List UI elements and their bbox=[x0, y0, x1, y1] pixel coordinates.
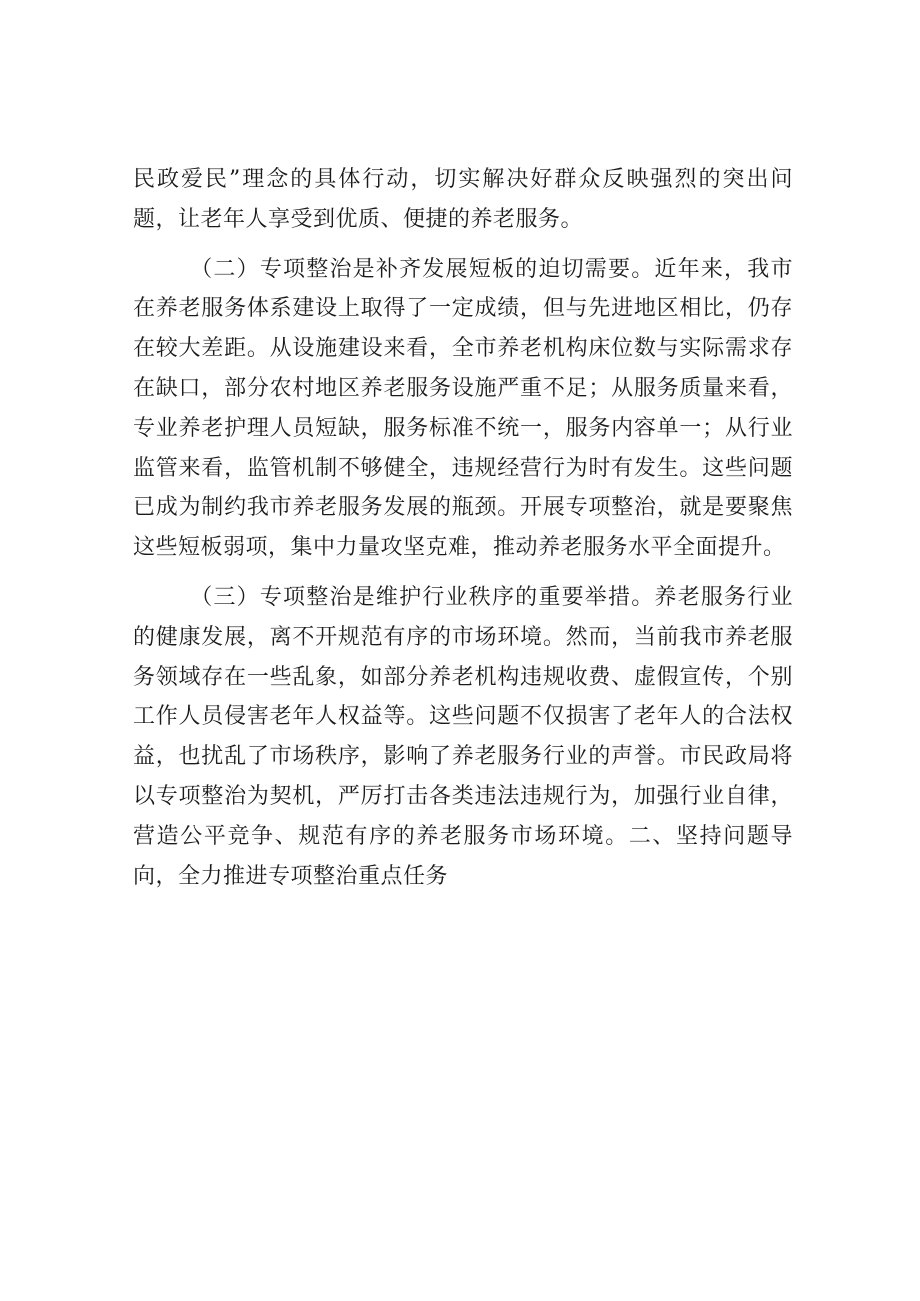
paragraph-2: （二）专项整治是补齐发展短板的迫切需要。近年来，我市在养老服务体系建设上取得了一定成绩，但与先进地区相比，仍存在较大差距。从设施建设来看，全市养老机构床位数与实际需求存在缺口，部分农村地区养老服务设施严重不足；从服务质量来看，专业养老护理人员短缺，服务标准不统一，服务内容单一；从行业监管来看，监管机制不够健全，违规经营行为时有发生。这些问题已成为制约我市养老服务发展的瓶颈。开展专项整治，就是要聚焦这些短板弱项，集中力量攻坚克难，推动养老服务水平全面提升。 bbox=[133, 256, 793, 561]
paragraph-3: （三）专项整治是维护行业秩序的重要举措。养老服务行业的健康发展，离不开规范有序的市场环境。然而，当前我市养老服务领域存在一些乱象，如部分养老机构违规收费、虚假宣传，个别工作人员侵害老年人权益等。这些问题不仅损害了老年人的合法权益，也扰乱了市场秩序，影响了养老服务行业的声誉。市民政局将以专项整治为契机，严厉打击各类违法违规行为，加强行业自律，营造公平竞争、规范有序的养老服务市场环境。二、坚持问题导向，全力推进专项整治重点任务 bbox=[133, 584, 793, 889]
document-body bbox=[133, 160, 793, 896]
paragraph-1: 民政爱民”理念的具体行动，切实解决好群众反映强烈的突出问题，让老年人享受到优质、便捷的养老服务。 bbox=[133, 167, 793, 232]
